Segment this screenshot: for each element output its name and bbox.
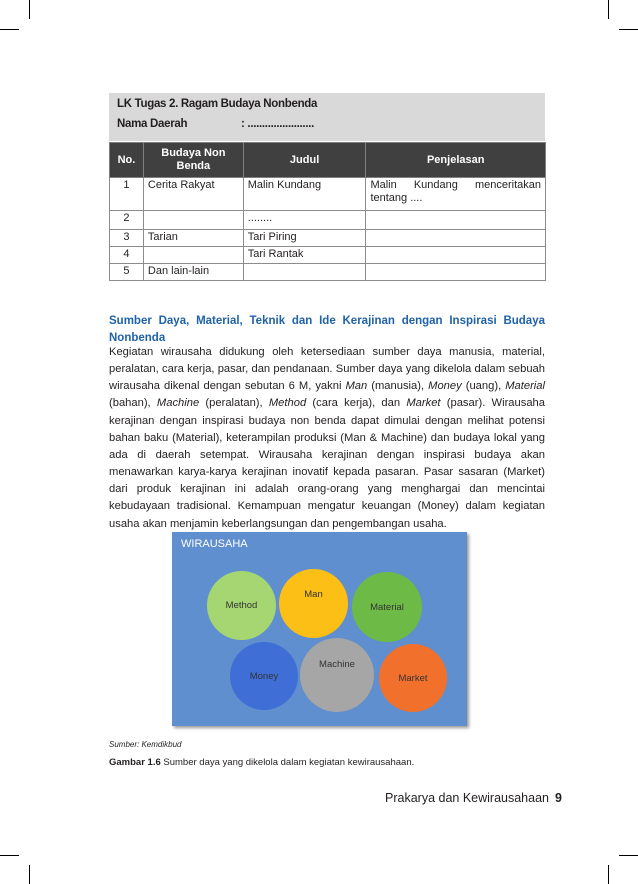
circle-label: Machine (319, 659, 355, 670)
header-no: No. (110, 143, 144, 178)
para-text: (uang), (461, 380, 506, 393)
name-value: : ....................... (241, 118, 315, 130)
para-text: (bahan), (109, 397, 157, 410)
crop-mark (0, 855, 19, 856)
circle-label: Market (398, 672, 428, 684)
section-heading: Sumber Daya, Material, Teknik dan Ide Kerajinan dengan Inspirasi Budaya Nonbenda (109, 315, 545, 344)
crop-mark (619, 29, 638, 30)
circle-label: Material (370, 601, 404, 613)
term-man: Man (345, 380, 368, 393)
circle-method (207, 571, 276, 640)
cell-judul: Tari Rantak (243, 247, 366, 264)
cell-budaya (143, 247, 243, 264)
table-row (110, 211, 546, 230)
name-label: Nama Daerah (117, 118, 188, 130)
cell-budaya (143, 211, 243, 230)
crop-mark (608, 865, 609, 884)
table-row (110, 178, 546, 211)
page-footer (385, 791, 562, 805)
circle-label: Method (225, 600, 258, 611)
table-header-row (110, 143, 546, 178)
cell-penjelasan (366, 230, 546, 247)
crop-mark (0, 29, 19, 30)
para-text: (peralatan), (199, 397, 269, 410)
circle-money (230, 642, 298, 710)
book-title: Prakarya dan Kewirausahaan (385, 791, 549, 805)
cell-no: 5 (110, 264, 144, 281)
figure-caption (109, 757, 414, 768)
circle-label: Man (304, 589, 323, 600)
circle-market (379, 644, 447, 712)
lk-table (109, 142, 546, 281)
term-method: Method (268, 397, 307, 410)
diagram-title: WIRAUSAHA (181, 538, 248, 550)
term-machine: Machine (156, 397, 200, 410)
cell-penjelasan (366, 247, 546, 264)
cell-no: 3 (110, 230, 144, 247)
lk-header-box (109, 93, 545, 141)
cell-penjelasan (366, 264, 546, 281)
circle-machine (300, 638, 374, 712)
cell-judul: ........ (243, 211, 366, 230)
wirausaha-diagram (172, 532, 467, 726)
page-number: 9 (555, 791, 562, 805)
table-row (110, 247, 546, 264)
cell-penjelasan (366, 211, 546, 230)
penjelasan-line-2: tentang .... (370, 192, 423, 204)
cell-budaya: Tarian (143, 230, 243, 247)
crop-mark (608, 0, 609, 19)
cell-judul: Malin Kundang (243, 178, 366, 211)
cell-no: 2 (110, 211, 144, 230)
para-text: (cara kerja), dan (306, 397, 407, 410)
circle-man (279, 569, 348, 638)
cell-penjelasan (366, 178, 546, 211)
cell-no: 4 (110, 247, 144, 264)
figure-source: Sumber: Kemdikbud (109, 740, 182, 749)
lk-title: LK Tugas 2. Ragam Budaya Nonbenda (117, 98, 318, 110)
header-judul: Judul (243, 143, 366, 178)
cell-judul: Tari Piring (243, 230, 366, 247)
term-money: Money (428, 380, 462, 393)
term-market: Market (406, 397, 441, 410)
cell-judul (243, 264, 366, 281)
circle-material (352, 572, 422, 642)
header-budaya: Budaya Non Benda (143, 143, 243, 178)
crop-mark (29, 865, 30, 884)
para-text: (pasar). Wirausaha kerajinan dengan inspirasi budaya non benda dapat dimulai dengan melihat potensi bahan baku (Material), keterampilan produksi (Man & Machine) dan budaya lokal yang ada di daerah setempat. Wirausaha kerajinan dengan inspirasi budaya akan menawarkan karya-karya kerajinan inovatif kepada pasaran. Pasar sasaran (Market) dari produk kerajinan ini adalah orang-orang yang menghargai dan mencintai kebudayaan tradisional. Kemampuan mengatur keuangan (Money) dalam kegiatan usaha akan menjamin keberlangsungan dan pengembangan usaha. (109, 397, 545, 530)
cell-budaya: Dan lain-lain (143, 264, 243, 281)
para-text: (manusia), (367, 380, 429, 393)
circle-label: Money (249, 670, 279, 682)
table-row (110, 230, 546, 247)
term-material: Material (505, 380, 545, 393)
crop-mark (29, 0, 30, 19)
figure-text: Sumber daya yang dikelola dalam kegiatan kewirausahaan. (160, 757, 415, 768)
penjelasan-line-1: Malin Kundang menceritakan (370, 179, 541, 191)
cell-no: 1 (110, 178, 144, 211)
table-row (110, 264, 546, 281)
crop-mark (619, 855, 638, 856)
cell-budaya: Cerita Rakyat (143, 178, 243, 211)
body-paragraph (109, 344, 545, 533)
lk-name-row (117, 118, 315, 130)
para-text: Kegiatan wirausaha didukung oleh ketersediaan sumber daya manusia, material, peralatan, cara kerja, pasar, dan pendanaan. Sumber daya yang dikelola dalam sebuah wirausaha dikenal dengan sebutan 6 M, yakni (109, 346, 545, 393)
header-penjelasan: Penjelasan (366, 143, 546, 178)
figure-label: Gambar 1.6 (109, 757, 161, 768)
